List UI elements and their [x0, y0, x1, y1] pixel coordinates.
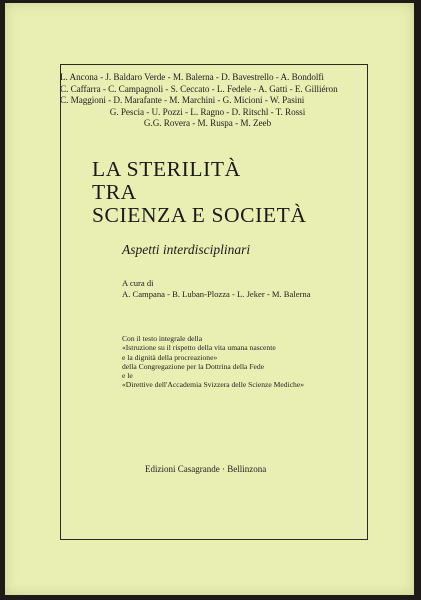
title-line: SCIENZA E SOCIETÀ [92, 203, 307, 227]
book-subtitle: Aspetti interdisciplinari [122, 242, 251, 257]
title-line: LA STERILITÀ [92, 157, 241, 181]
author-line: G. Pescia - U. Pozzi - L. Ragno - D. Ritschl - T. Rossi [109, 106, 306, 117]
editors [122, 278, 311, 300]
editors-label: A cura di [122, 278, 154, 288]
editors-names: A. Campana - B. Luban-Plozza - L. Jeker - M. Balerna [122, 289, 311, 299]
note-line: e le [121, 371, 133, 381]
author-line: C. Maggioni - D. Marafante - M. Marchini - G. Micioni - W. Pasini [60, 95, 305, 106]
book-title [92, 158, 306, 227]
author-line: G.G. Rovera - M. Ruspa - M. Zeeb [143, 118, 272, 129]
note-line: Con il testo integrale della [121, 334, 203, 343]
note-line: della Congregazione per la Dottrina della Fede [121, 361, 265, 371]
author-line: L. Ancona - J. Baldaro Verde - M. Balerna - D. Bavestrello - A. Bondolfi [60, 72, 324, 82]
note-line: «Istruzione su il rispetto della vita umana nascente [121, 343, 276, 353]
author-list [56, 72, 376, 130]
publisher: Edizioni Casagrande · Bellinzona [145, 464, 267, 474]
note-line: e la dignità della procreazione» [121, 352, 218, 362]
contents-note [122, 334, 304, 390]
title-line: TRA [92, 180, 137, 204]
note-line: «Direttive dell'Accademia Svizzera delle Scienze Mediche» [121, 380, 305, 390]
author-line: C. Caffarra - C. Campagnoli - S. Ceccato - L. Fedele - A. Gatti - E. Gilliéron [60, 83, 338, 94]
